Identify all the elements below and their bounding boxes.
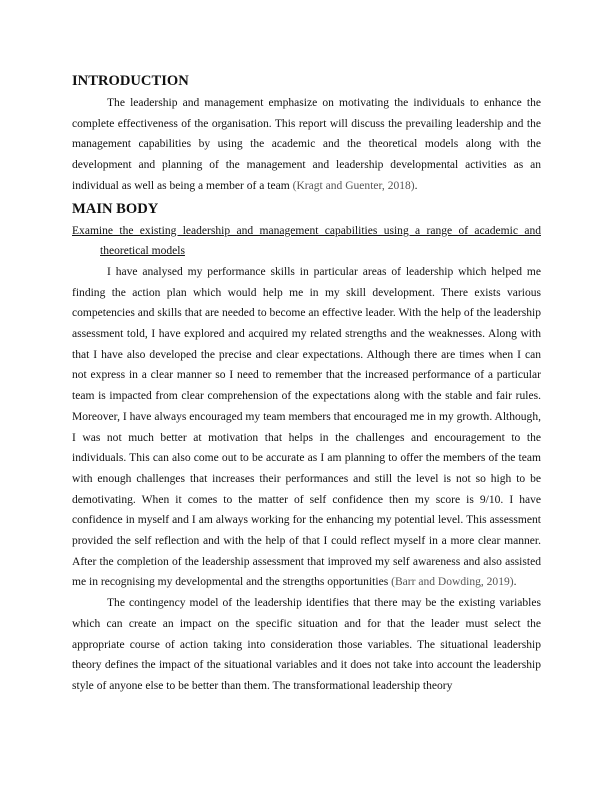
paragraph-1-citation: (Barr and Dowding, 2019) bbox=[391, 576, 514, 589]
paragraph-1-end: . bbox=[513, 576, 517, 589]
main-body-paragraph-2: The contingency model of the leadership identifies that there may be the existing variables which can create an impact on the specific situation and for that the leader must select the appropriate course of action taking into consideration those variables. The situational leadership theory defines the impact of the situational variables and it does not take into account the leadership style of anyone else to be better than them. The transformational leadership theory bbox=[72, 597, 541, 692]
main-body-paragraph-1 bbox=[72, 262, 541, 593]
paragraph-1-text: I have analysed my performance skills in particular areas of leadership which helped me finding the action plan which would help me in my skill development. There exists various competencies and skills that are needed to become an effective leader. With the help of the leadership assessment told, I have explored and acquired my related strengths and the weaknesses. Along with that I have also developed the precise and clear expectations. Although there are times when I can not express in a clear manner so I need to remember that the increased performance of a particular team is impacted from clear comprehension of the expectations along with the stable and fair rules. Moreover, I have always encouraged my team members that encouraged me in my growth. Although, I was not much better at motivation that helps in the challenges and encouragement to the individuals. This can also come out to be accurate as I am planning to offer the members of the team with enough challenges that increases their performances and still the level is not so high to be demotivating. When it comes to the matter of self confidence then my score is 9/10. I have confidence in myself and I am always working for the enhancing my potential level. This assessment provided the self reflection and with the help of that I could reflect myself in a more clear manner. After the completion of the leadership assessment that improved my self awareness and also assisted me in recognising my developmental and the strengths opportunities bbox=[72, 265, 541, 589]
section-subheading: Examine the existing leadership and management capabilities using a range of academic and theoretical models bbox=[72, 224, 541, 258]
introduction-text: The leadership and management emphasize on motivating the individuals to enhance the complete effectiveness of the organisation. This report will discuss the prevailing leadership and the management capabilities by using the academic and the theoretical models along with the development and planning of the management and leadership developmental activities as an individual as well as being a member of a team bbox=[72, 97, 541, 192]
introduction-citation: (Kragt and Guenter, 2018) bbox=[292, 179, 415, 192]
main-body-heading: MAIN BODY bbox=[72, 200, 159, 217]
introduction-paragraph bbox=[72, 93, 541, 197]
introduction-end: . bbox=[414, 179, 418, 192]
introduction-heading: INTRODUCTION bbox=[72, 73, 189, 89]
